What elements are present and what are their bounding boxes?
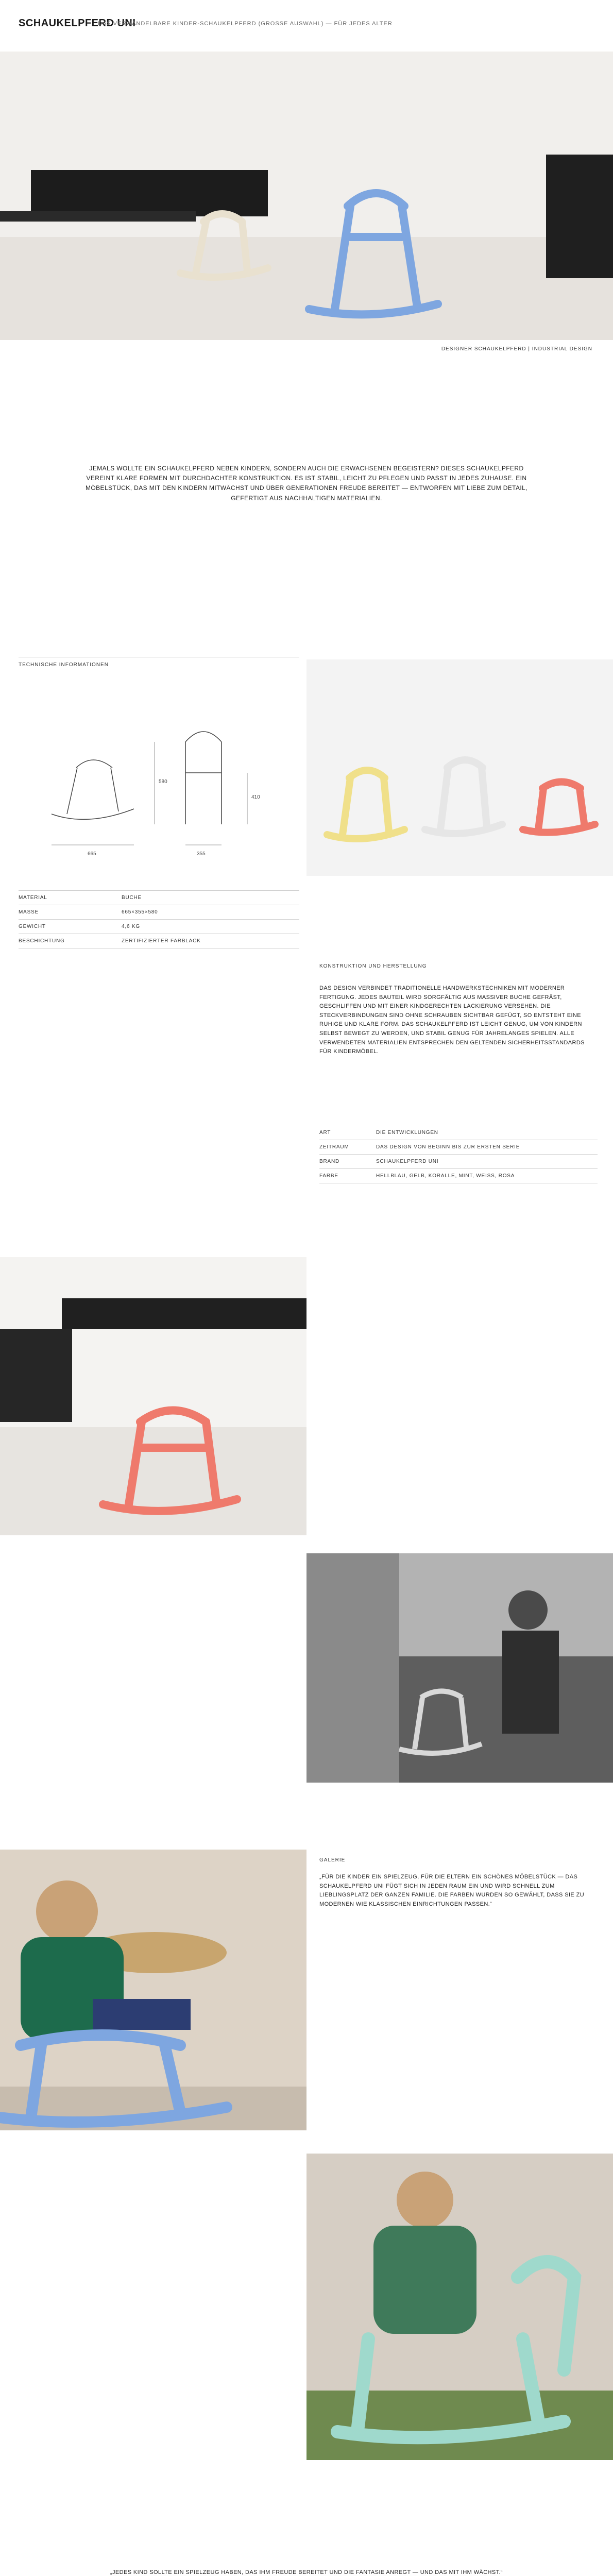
child-on-blue-horse <box>0 1850 306 2130</box>
dim-width: 665 <box>88 851 96 857</box>
tech-row-label: MATERIAL <box>19 895 47 901</box>
tech-row-value: BUCHE <box>122 895 142 901</box>
three-horses-illustration <box>306 659 613 876</box>
brand-title: SCHAUKELPFERD UNI <box>19 18 136 29</box>
gallery-heading: GALERIE <box>319 1857 346 1863</box>
tech-row <box>19 920 299 934</box>
child-photo-right <box>306 2154 613 2460</box>
interior-coral-horse <box>0 1257 306 1535</box>
construction-row-value: DAS DESIGN VON BEGINN BIS ZUR ERSTEN SERIE <box>376 1144 520 1150</box>
child-on-mint-horse <box>306 2154 613 2460</box>
tech-row-value: 665×355×580 <box>122 909 158 915</box>
color-variants-image <box>306 659 613 876</box>
tech-row-label: BESCHICHTUNG <box>19 938 65 944</box>
studio-bw-illustration <box>306 1553 613 1783</box>
tech-row-label: GEWICHT <box>19 924 46 929</box>
tech-row-value: ZERTIFIZIERTER FARBLACK <box>122 938 201 944</box>
child-photo-left <box>0 1850 306 2130</box>
dim-height: 580 <box>159 779 167 785</box>
quote-text: „JEDES KIND SOLLTE EIN SPIELZEUG HABEN, DAS IHM FREUDE BEREITET UND DIE FANTASIE ANREGT — UND DAS MIT IHM WÄCHST.“ <box>110 2569 503 2575</box>
construction-row <box>319 1155 598 1169</box>
construction-row <box>319 1169 598 1183</box>
construction-table <box>319 1126 598 1183</box>
dim-depth: 355 <box>197 851 206 857</box>
construction-row-value: SCHAUKELPFERD UNI <box>376 1159 439 1164</box>
interior-photo <box>0 1257 306 1535</box>
tech-row <box>19 934 299 948</box>
hero-illustration <box>0 52 613 340</box>
page-header <box>0 0 613 52</box>
construction-text: DAS DESIGN VERBINDET TRADITIONELLE HANDWERKSTECHNIKEN MIT MODERNER FERTIGUNG. JEDES BAUTEIL WIRD SORGFÄLTIG AUS MASSIVER BUCHE GEFRÄST, GESCHLIFFEN UND MIT EINER KINDGERECHTEN LACKIERUNG VERSEHEN. DIE STECKVERBINDUNGEN SIND OHNE SCHRAUBEN SICHTBAR GEFÜGT, SO ENTSTEHT EINE RUHIGE UND KLARE FORM. DAS SCHAUKELPFERD IST LEICHT GENUG, UM VON KINDERN SELBST BEWEGT ZU WERDEN, UND STABIL GENUG FÜR JAHRELANGES SPIELEN. ALLE VERWENDETEN MATERIALIEN ENTSPRECHEN DEN GELTENDEN SICHERHEITSSTANDARDS FÜR KINDERMÖBEL. <box>319 985 585 1055</box>
construction-heading: KONSTRUKTION UND HERSTELLUNG <box>319 963 427 969</box>
hero-image <box>0 52 613 340</box>
gallery-text: „FÜR DIE KINDER EIN SPIELZEUG, FÜR DIE ELTERN EIN SCHÖNES MÖBELSTÜCK — DAS SCHAUKELPFERD UNI FÜGT SICH IN JEDEN RAUM EIN UND WIRD SCHNELL ZUM LIEBLINGSPLATZ DER GANZEN FAMILIE. DIE FARBEN WURDEN SO GEWÄHLT, DASS SIE ZU MODERNEN WIE KLASSISCHEN EINRICHTUNGEN PASSEN.“ <box>319 1874 585 1907</box>
hero-caption: DESIGNER SCHAUKELPFERD | INDUSTRIAL DESIGN <box>441 346 592 352</box>
tech-heading: TECHNISCHE INFORMATIONEN <box>19 662 109 668</box>
construction-row-value: HELLBLAU, GELB, KORALLE, MINT, WEISS, ROSA <box>376 1173 515 1179</box>
tech-drawing <box>31 711 288 866</box>
construction-row <box>319 1126 598 1140</box>
tech-row-value: 4,6 KG <box>122 924 140 929</box>
tech-row-label: MASSE <box>19 909 39 915</box>
construction-row-label: ART <box>319 1130 331 1136</box>
intro-text: JEMALS WOLLTE EIN SCHAUKELPFERD NEBEN KINDERN, SONDERN AUCH DIE ERWACHSENEN BEGEISTERN? DIESES SCHAUKELPFERD VEREINT KLARE FORMEN MIT DURCHDACHTER KONSTRUKTION. ES IST STABIL, LEICHT ZU PFLEGEN UND PASST IN JEDES ZUHAUSE. EIN MÖBELSTÜCK, DAS MIT DEN KINDERN MITWÄCHST UND ÜBER GENERATIONEN FREUDE BEREITET — ENTWORFEN MIT LIEBE ZUM DETAIL, GEFERTIGT AUS NACHHALTIGEN MATERIALIEN. <box>86 465 527 502</box>
technical-drawing <box>31 711 288 866</box>
construction-row-label: FARBE <box>319 1173 338 1179</box>
dim-seat: 410 <box>251 794 260 800</box>
construction-row <box>319 1140 598 1155</box>
studio-photo <box>306 1553 613 1783</box>
tech-table <box>19 890 299 948</box>
construction-row-value: DIE ENTWICKLUNGEN <box>376 1130 438 1136</box>
tech-row <box>19 891 299 905</box>
construction-row-label: ZEITRAUM <box>319 1144 349 1150</box>
construction-row-label: BRAND <box>319 1159 340 1164</box>
tech-row <box>19 905 299 920</box>
brand-tagline: DAS VERWANDELBARE KINDER-SCHAUKELPFERD (GROSSE AUSWAHL) — FÜR JEDES ALTER <box>98 21 393 27</box>
